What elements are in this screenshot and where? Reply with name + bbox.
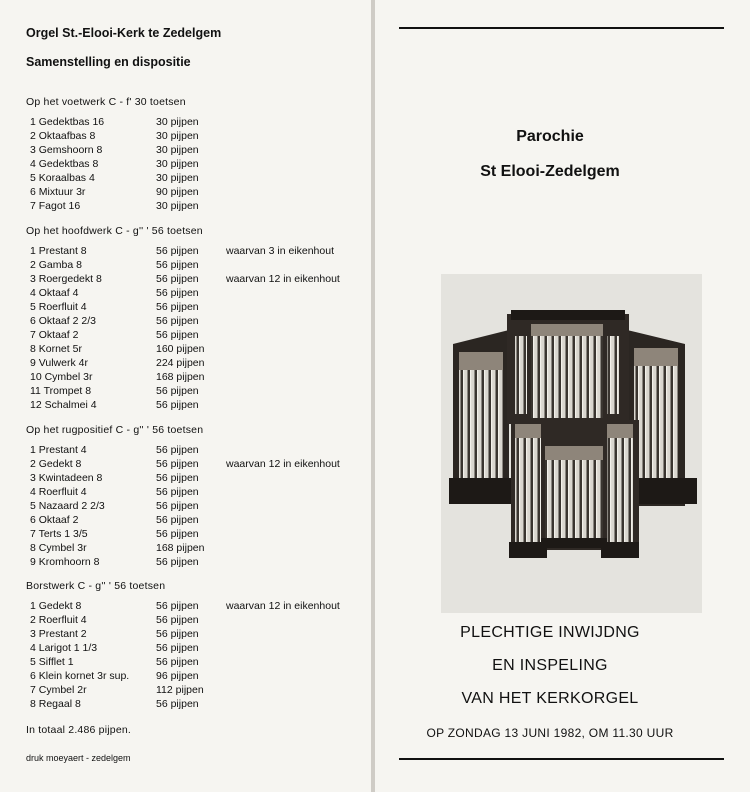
document-title: Orgel St.-Elooi-Kerk te Zedelgem	[26, 26, 222, 40]
stop-pipes: 56 pijpen	[156, 528, 199, 540]
stop-pipes: 56 pijpen	[156, 628, 199, 640]
document-subtitle: Samenstelling en dispositie	[26, 55, 191, 69]
stop-pipes: 30 pijpen	[156, 144, 199, 156]
stop-name: 10 Cymbel 3r	[30, 371, 93, 383]
stop-pipes: 56 pijpen	[156, 259, 199, 271]
stop-name: 4 Oktaaf 4	[30, 287, 79, 299]
event-title-line2: EN INSPELING	[492, 657, 608, 674]
stop-name: 11 Trompet 8	[30, 385, 92, 397]
stop-pipes: 56 pijpen	[156, 399, 199, 411]
stop-name: 9 Vulwerk 4r	[30, 357, 88, 369]
stop-pipes: 56 pijpen	[156, 642, 199, 654]
stop-name: 4 Gedektbas 8	[30, 158, 99, 170]
organ-photo	[441, 274, 702, 613]
stop-name: 2 Gedekt 8	[30, 458, 82, 470]
bottom-rule	[399, 758, 724, 760]
stop-name: 7 Oktaaf 2	[30, 329, 79, 341]
stop-pipes: 56 pijpen	[156, 556, 199, 568]
stop-name: 3 Kwintadeen 8	[30, 472, 103, 484]
stop-name: 2 Gamba 8	[30, 259, 82, 271]
stop-pipes: 168 pijpen	[156, 542, 205, 554]
stop-name: 2 Roerfluit 4	[30, 614, 87, 626]
stop-pipes: 56 pijpen	[156, 315, 199, 327]
stop-pipes: 56 pijpen	[156, 287, 199, 299]
top-rule	[399, 27, 724, 29]
stop-pipes: 30 pijpen	[156, 200, 199, 212]
stop-name: 8 Cymbel 3r	[30, 542, 87, 554]
organ-image	[441, 274, 702, 613]
stop-pipes: 160 pijpen	[156, 343, 205, 355]
event-title-line1: PLECHTIGE INWIJDNG	[460, 624, 640, 641]
stop-name: 2 Oktaafbas 8	[30, 130, 96, 142]
stop-name: 1 Prestant 8	[30, 245, 87, 257]
stop-pipes: 56 pijpen	[156, 458, 199, 470]
stop-pipes: 56 pijpen	[156, 273, 199, 285]
stop-pipes: 30 pijpen	[156, 130, 199, 142]
stop-pipes: 56 pijpen	[156, 245, 199, 257]
stop-note: waarvan 3 in eikenhout	[226, 245, 334, 257]
stop-pipes: 56 pijpen	[156, 698, 199, 710]
stop-pipes: 56 pijpen	[156, 329, 199, 341]
stop-pipes: 168 pijpen	[156, 371, 205, 383]
stop-pipes: 90 pijpen	[156, 186, 199, 198]
stop-pipes: 224 pijpen	[156, 357, 205, 369]
stop-name: 3 Gemshoorn 8	[30, 144, 103, 156]
stop-name: 5 Roerfluit 4	[30, 301, 87, 313]
stop-name: 6 Oktaaf 2 2/3	[30, 315, 96, 327]
stop-pipes: 56 pijpen	[156, 514, 199, 526]
stop-pipes: 56 pijpen	[156, 600, 199, 612]
stop-name: 4 Larigot 1 1/3	[30, 642, 98, 654]
stop-name: 5 Sifflet 1	[30, 656, 74, 668]
stop-name: 6 Klein kornet 3r sup.	[30, 670, 130, 682]
stop-name: 7 Fagot 16	[30, 200, 81, 212]
stop-note: waarvan 12 in eikenhout	[226, 273, 340, 285]
stop-note: waarvan 12 in eikenhout	[226, 600, 340, 612]
section-heading-rugpositief: Op het rugpositief C - g'' ' 56 toetsen	[26, 424, 204, 436]
stop-name: 3 Prestant 2	[30, 628, 87, 640]
stop-pipes: 30 pijpen	[156, 158, 199, 170]
section-heading-hoofdwerk: Op het hoofdwerk C - g'' ' 56 toetsen	[26, 225, 203, 237]
stop-name: 5 Nazaard 2 2/3	[30, 500, 105, 512]
stop-pipes: 96 pijpen	[156, 670, 199, 682]
section-heading-borstwerk: Borstwerk C - g'' ' 56 toetsen	[26, 580, 166, 592]
stop-name: 7 Terts 1 3/5	[30, 528, 88, 540]
stop-name: 1 Gedekt 8	[30, 600, 82, 612]
stop-name: 8 Kornet 5r	[30, 343, 82, 355]
stop-note: waarvan 12 in eikenhout	[226, 458, 340, 470]
stop-pipes: 56 pijpen	[156, 301, 199, 313]
stop-name: 6 Oktaaf 2	[30, 514, 79, 526]
stop-pipes: 56 pijpen	[156, 472, 199, 484]
stop-name: 1 Gedektbas 16	[30, 116, 105, 128]
stop-name: 6 Mixtuur 3r	[30, 186, 86, 198]
stop-pipes: 56 pijpen	[156, 656, 199, 668]
stop-pipes: 30 pijpen	[156, 116, 199, 128]
stop-pipes: 56 pijpen	[156, 486, 199, 498]
stop-pipes: 56 pijpen	[156, 444, 199, 456]
stop-name: 8 Regaal 8	[30, 698, 81, 710]
stop-name: 4 Roerfluit 4	[30, 486, 87, 498]
stop-pipes: 56 pijpen	[156, 385, 199, 397]
stop-name: 5 Koraalbas 4	[30, 172, 95, 184]
stop-pipes: 56 pijpen	[156, 614, 199, 626]
section-heading-voetwerk: Op het voetwerk C - f' 30 toetsen	[26, 96, 186, 108]
stop-name: 7 Cymbel 2r	[30, 684, 87, 696]
event-date: OP ZONDAG 13 JUNI 1982, OM 11.30 UUR	[426, 726, 674, 740]
stop-name: 12 Schalmei 4	[30, 399, 97, 411]
stop-name: 3 Roergedekt 8	[30, 273, 102, 285]
total-pipes: In totaal 2.486 pijpen.	[26, 724, 132, 736]
stop-pipes: 112 pijpen	[156, 684, 204, 696]
event-title-line3: VAN HET KERKORGEL	[461, 690, 639, 707]
parish-name: St Elooi-Zedelgem	[480, 163, 620, 180]
stop-pipes: 30 pijpen	[156, 172, 199, 184]
stop-name: 9 Kromhoorn 8	[30, 556, 100, 568]
parish-title: Parochie	[516, 128, 584, 145]
stop-name: 1 Prestant 4	[30, 444, 87, 456]
stop-pipes: 56 pijpen	[156, 500, 199, 512]
printer-credit: druk moeyaert - zedelgem	[26, 753, 131, 763]
left-panel	[0, 0, 371, 792]
